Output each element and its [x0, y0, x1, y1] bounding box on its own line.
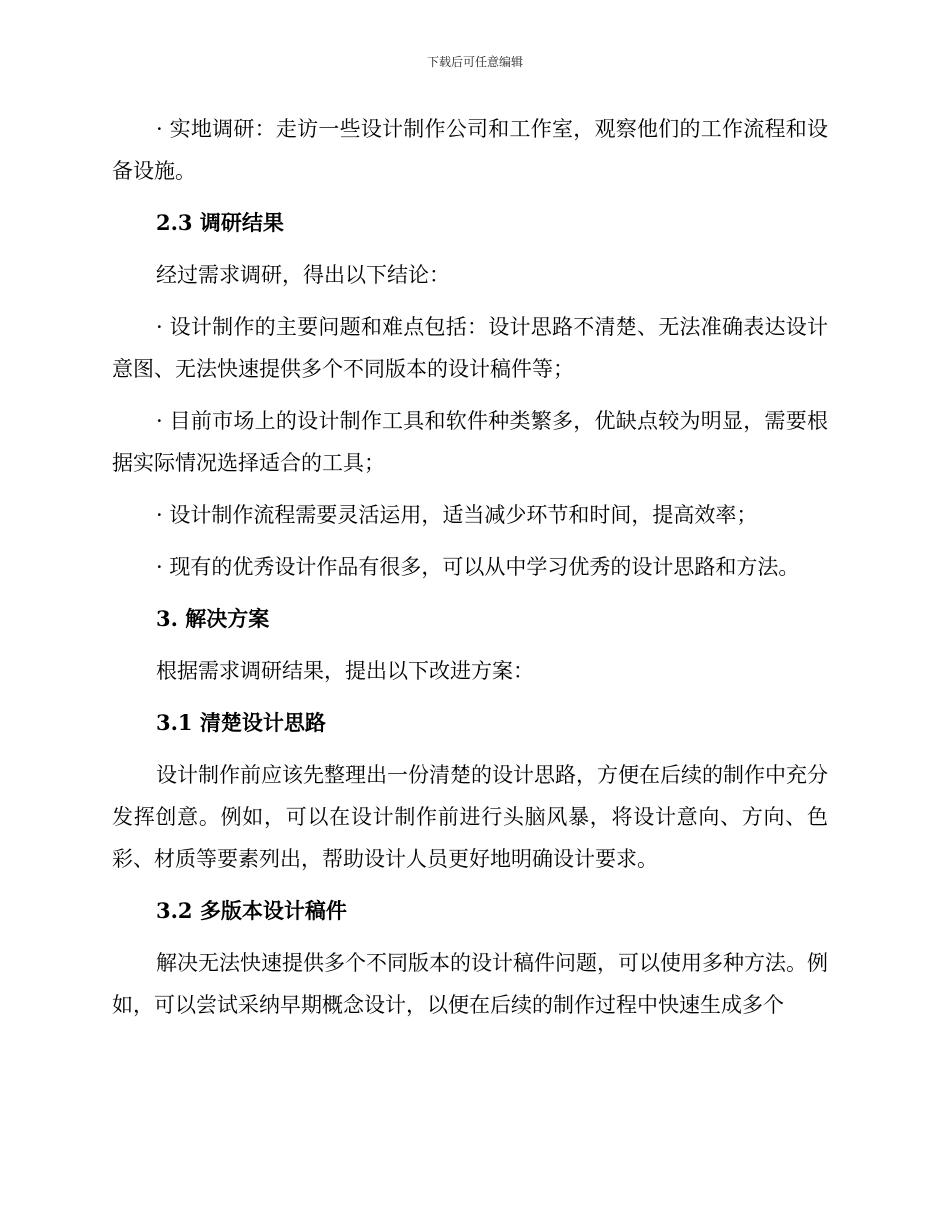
- paragraph-solution-intro: 根据需求调研结果，提出以下改进方案：: [156, 659, 534, 683]
- page-header: 下载后可任意编辑: [426, 55, 523, 69]
- section-heading-3-2: 3.2 多版本设计稿件: [156, 898, 347, 923]
- section-heading-3-1: 3.1 清楚设计思路: [156, 710, 326, 735]
- bullet-workflow: · 设计制作流程需要灵活运用，适当减少环节和时间，提高效率；: [156, 503, 758, 527]
- bullet-field-research: · 实地调研：走访一些设计制作公司和工作室，观察他们的工作流程和设备设施。: [112, 117, 828, 183]
- document-body: [112, 108, 828, 1036]
- bullet-excellent-works: · 现有的优秀设计作品有很多，可以从中学习优秀的设计思路和方法。: [156, 555, 800, 579]
- bullet-tools: · 目前市场上的设计制作工具和软件种类繁多，优缺点较为明显，需要根据实际情况选择适合的工具；: [112, 409, 828, 475]
- paragraph-multi-version: 解决无法快速提供多个不同版本的设计稿件问题，可以使用多种方法。例如，可以尝试采纳早期概念设计，以便在后续的制作过程中快速生成多个: [112, 951, 828, 1017]
- paragraph-conclusion-intro: 经过需求调研，得出以下结论：: [156, 263, 450, 287]
- section-heading-3: 3. 解决方案: [156, 606, 270, 631]
- paragraph-clear-design-idea: 设计制作前应该先整理出一份清楚的设计思路，方便在后续的制作中充分发挥创意。例如，可以在设计制作前进行头脑风暴，将设计意向、方向、色彩、材质等要素列出，帮助设计人员更好地明确设计要求。: [112, 763, 828, 871]
- section-heading-2-3: 2.3 调研结果: [156, 210, 284, 235]
- bullet-main-problems: · 设计制作的主要问题和难点包括：设计思路不清楚、无法准确表达设计意图、无法快速提供多个不同版本的设计稿件等；: [112, 315, 828, 381]
